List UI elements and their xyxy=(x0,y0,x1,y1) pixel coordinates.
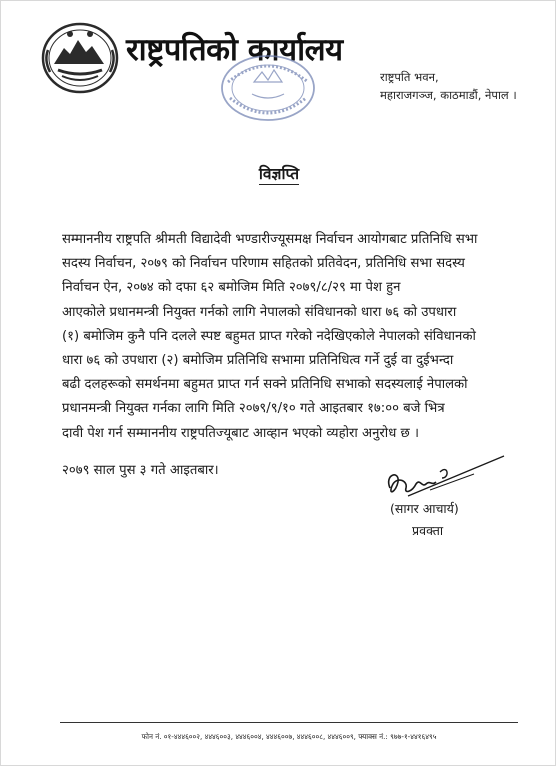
handwritten-signature xyxy=(378,452,508,504)
address-line-2: महाराजगञ्ज, काठमाडौं, नेपाल । xyxy=(380,88,517,102)
notice-title-text: विज्ञप्ति xyxy=(258,165,300,183)
signatory-name: (सागर आचार्य) xyxy=(390,501,459,516)
office-stamp-icon xyxy=(218,52,318,124)
notice-date: २०७९ साल पुस ३ गते आइतबार। xyxy=(62,463,219,478)
national-emblem-icon xyxy=(40,20,120,94)
footer-contact: फोन नं. ०१-४४४६००२, ४४४६००३, ४४४६००४, ४४४६००७, ४४४६००८, ४४४६००९, फ्याक्स नं.: ९७७-१-४४१६४९५ xyxy=(141,732,437,741)
signatory-role: प्रवक्ता xyxy=(412,523,444,538)
address-line-1: राष्ट्रपति भवन, xyxy=(380,70,439,84)
footer-divider xyxy=(60,722,518,723)
office-title: राष्ट्रपतिको कार्यालय xyxy=(126,32,343,68)
notice-title xyxy=(0,162,558,184)
notice-body: सम्माननीय राष्ट्रपति श्रीमती विद्यादेवी भण्डारीज्यूसमक्ष निर्वाचन आयोगबाट प्रतिनिधि सभा सदस्य निर्वाचन, २०७९ को निर्वाचन परिणाम सहितको प्रतिवेदन, प्रतिनिधि सभा सदस्य निर्वाचन ऐन, २०७४ को दफा ६२ बमोजिम मिति २०७९/८/२९ मा पेश हुन आएकोले प्रधानमन्त्री नियुक्त गर्नको लागि नेपालको संविधानको धारा ७६ को उपधारा (१) बमोजिम कुनै पनि दलले स्पष्ट बहुमत प्राप्त गरेको नदेखिएकोले नेपालको संविधानको धारा ७६ को उपधारा (२) बमोजिम प्रतिनिधि सभामा प्रतिनिधित्व गर्ने दुई वा दुईभन्दा बढी दलहरूको समर्थनमा बहुमत प्राप्त गर्न सक्ने प्रतिनिधि सभाको सदस्यलाई नेपालको प्रधानमन्त्री नियुक्त गर्नका लागि मिति २०७९/९/१० गते आइतबार १७:०० बजे भित्र दावी पेश गर्न सम्माननीय राष्ट्रपतिज्यूबाट आव्हान भएको व्यहोरा अनुरोध छ । xyxy=(62,232,478,441)
